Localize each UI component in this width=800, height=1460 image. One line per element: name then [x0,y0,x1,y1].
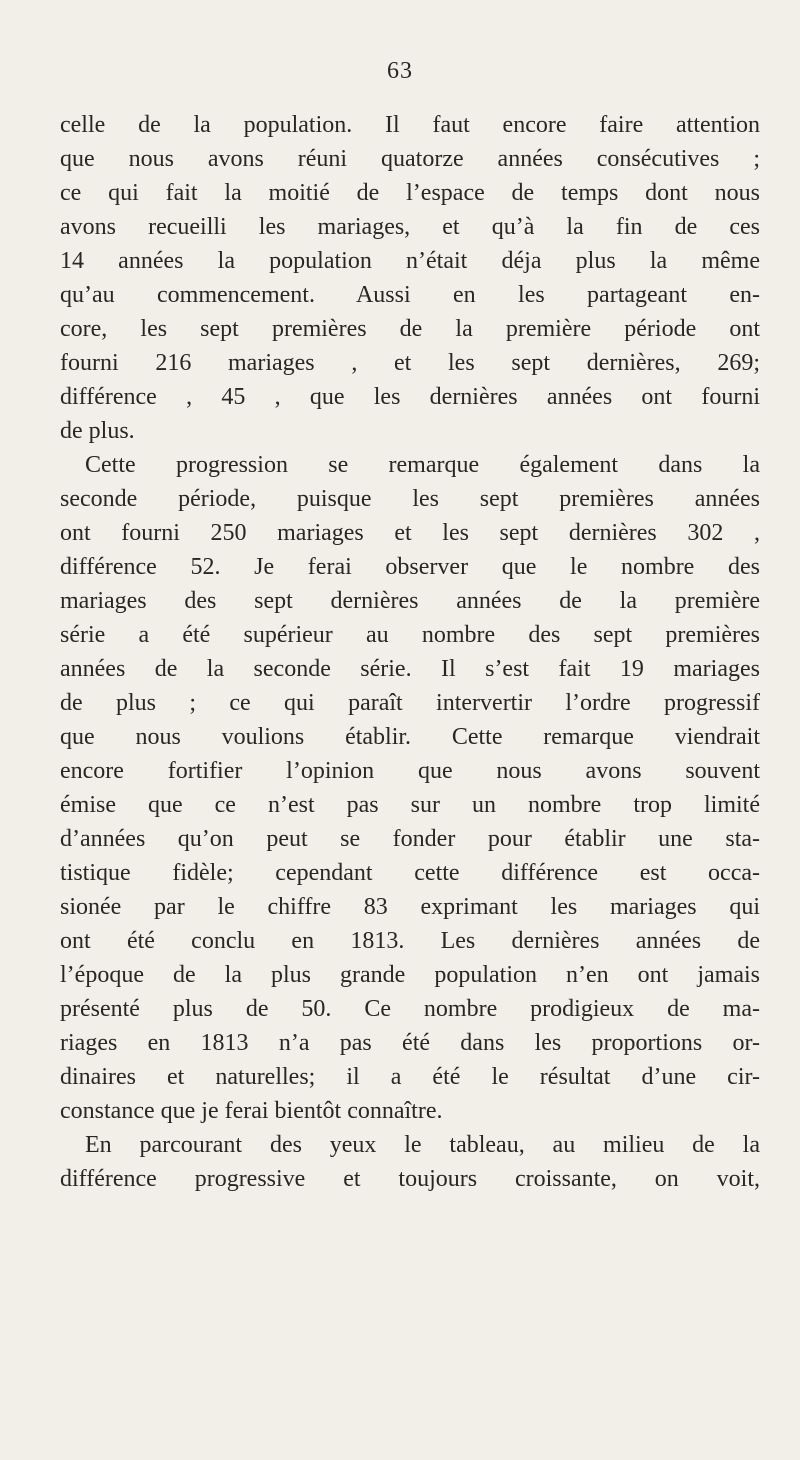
text-line: émise que ce n’est pas sur un nombre trop limité [60,792,760,818]
text-line: que nous voulions établir. Cette remarque viendrait [60,724,760,750]
text-line: encore fortifier l’opinion que nous avons souvent [60,758,760,784]
text-line: différence 52. Je ferai observer que le nombre des [60,554,760,580]
text-line: années de la seconde série. Il s’est fait 19 mariages [60,656,760,682]
text-line: que nous avons réuni quatorze années consécutives ; [60,146,760,172]
text-line: de plus. [60,418,135,444]
text-line: seconde période, puisque les sept premières années [60,486,760,512]
text-line: différence , 45 , que les dernières années ont fourni [60,384,760,410]
text-line: dinaires et naturelles; il a été le résultat d’une cir- [60,1064,760,1090]
page-number: 63 [387,58,413,84]
paragraph [60,108,760,448]
text-line: l’époque de la plus grande population n’en ont jamais [60,962,760,988]
paragraph [60,1128,760,1196]
text-line: présenté plus de 50. Ce nombre prodigieux de ma- [60,996,760,1022]
text-line: En parcourant des yeux le tableau, au milieu de la [85,1132,760,1158]
text-line: sionée par le chiffre 83 exprimant les mariages qui [60,894,760,920]
text-line: 14 années la population n’était déja plus la même [60,248,760,274]
text-line: riages en 1813 n’a pas été dans les proportions or- [60,1030,760,1056]
text-line: qu’au commencement. Aussi en les partageant en- [60,282,760,308]
text-line: avons recueilli les mariages, et qu’à la fin de ces [60,214,760,240]
paragraph [60,448,760,1128]
text-line: série a été supérieur au nombre des sept premières [60,622,760,648]
text-line: core, les sept premières de la première période ont [60,316,760,342]
text-line: ont fourni 250 mariages et les sept dernières 302 , [60,520,760,546]
text-line: différence progressive et toujours croissante, on voit, [60,1166,760,1192]
text-line: celle de la population. Il faut encore faire attention [60,112,760,138]
text-line: d’années qu’on peut se fonder pour établir une sta- [60,826,760,852]
text-line: tistique fidèle; cependant cette différence est occa- [60,860,760,886]
text-line: mariages des sept dernières années de la première [60,588,760,614]
body-text [60,108,760,1196]
text-line: ce qui fait la moitié de l’espace de temps dont nous [60,180,760,206]
text-line: constance que je ferai bientôt connaître. [60,1098,443,1124]
text-line: de plus ; ce qui paraît intervertir l’ordre progressif [60,690,760,716]
text-line: ont été conclu en 1813. Les dernières années de [60,928,760,954]
text-line: fourni 216 mariages , et les sept dernières, 269; [60,350,760,376]
text-line: Cette progression se remarque également dans la [85,452,760,478]
